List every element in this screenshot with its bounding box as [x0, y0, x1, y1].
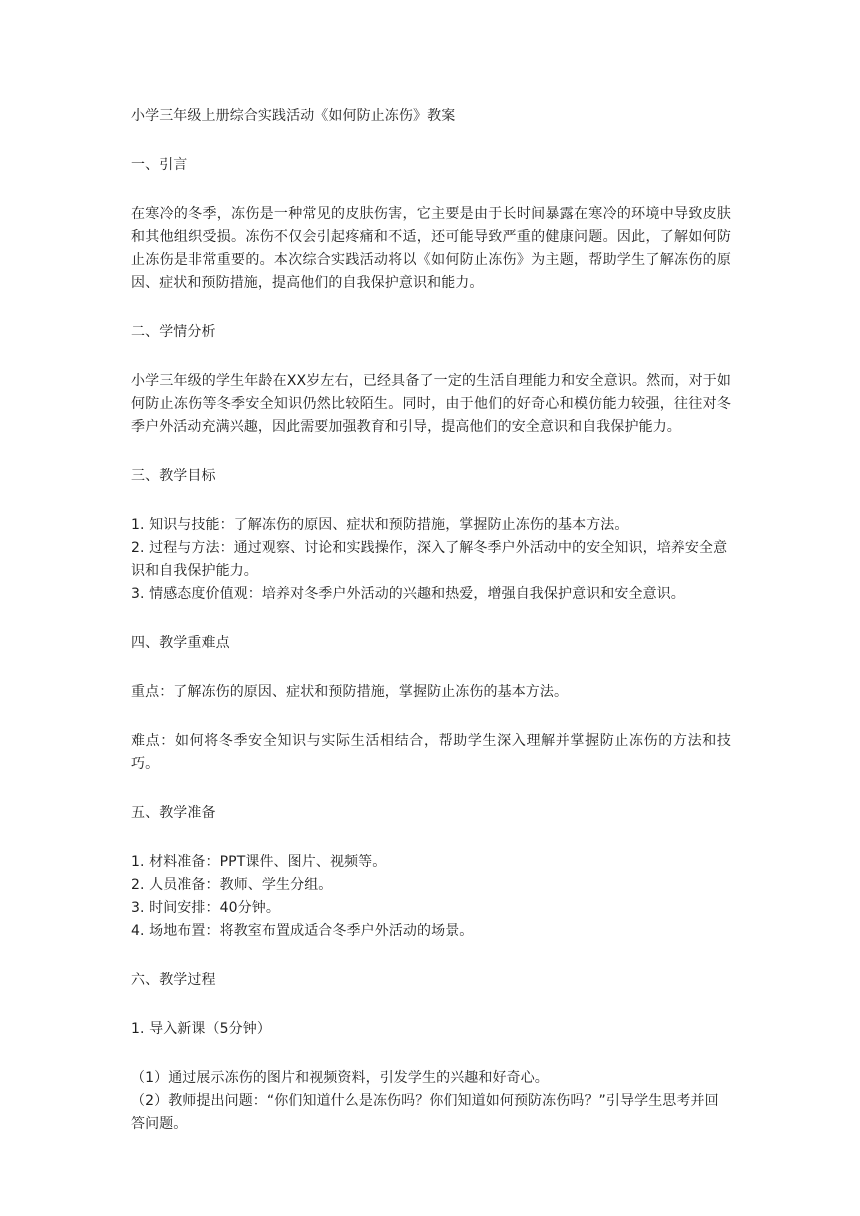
keypoints-focus: 重点：了解冻伤的原因、症状和预防措施，掌握防止冻伤的基本方法。	[131, 684, 569, 700]
process-step-item: （2）教师提出问题：“你们知道什么是冻伤吗？你们知道如何预防冻伤吗？”引导学生思考并回答问题。	[131, 1093, 719, 1132]
preparation-list-item: 3. 时间安排：40分钟。	[131, 900, 280, 916]
document-title: 小学三年级上册综合实践活动《如何防止冻伤》教案	[131, 108, 456, 124]
keypoints-difficulty: 难点：如何将冬季安全知识与实际生活相结合，帮助学生深入理解并掌握防止冻伤的方法和技巧。	[131, 733, 731, 772]
goals-list-item: 1. 知识与技能：了解冻伤的原因、症状和预防措施，掌握防止冻伤的基本方法。	[131, 517, 629, 533]
preparation-list	[131, 851, 731, 943]
preparation-list-item: 4. 场地布置：将教室布置成适合冬季户外活动的场景。	[131, 923, 474, 939]
preparation-list-item: 1. 材料准备：PPT课件、图片、视频等。	[131, 854, 387, 870]
section-heading-keypoints: 四、教学重难点	[131, 635, 230, 651]
section-heading-preparation: 五、教学准备	[131, 805, 216, 821]
section-heading-analysis: 二、学情分析	[131, 324, 216, 340]
goals-list	[131, 514, 731, 606]
document-content	[131, 105, 731, 1162]
section-heading-goals: 三、教学目标	[131, 468, 216, 484]
process-step-list	[131, 1067, 731, 1136]
process-step-item: （1）通过展示冻伤的图片和视频资料，引发学生的兴趣和好奇心。	[131, 1070, 549, 1086]
process-step-title: 1. 导入新课（5分钟）	[131, 1021, 271, 1037]
goals-list-item: 2. 过程与方法：通过观察、讨论和实践操作，深入了解冬季户外活动中的安全知识，培养安全意识和自我保护能力。	[131, 540, 728, 579]
intro-paragraph: 在寒冷的冬季，冻伤是一种常见的皮肤伤害，它主要是由于长时间暴露在寒冷的环境中导致皮肤和其他组织受损。冻伤不仅会引起疼痛和不适，还可能导致严重的健康问题。因此，了解如何防止冻伤是非常重要的。本次综合实践活动将以《如何防止冻伤》为主题，帮助学生了解冻伤的原因、症状和预防措施，提高他们的自我保护意识和能力。	[131, 206, 731, 291]
analysis-paragraph: 小学三年级的学生年龄在XX岁左右，已经具备了一定的生活自理能力和安全意识。然而，对于如何防止冻伤等冬季安全知识仍然比较陌生。同时，由于他们的好奇心和模仿能力较强，往往对冬季户外活动充满兴趣，因此需要加强教育和引导，提高他们的安全意识和自我保护能力。	[131, 373, 731, 435]
section-heading-process: 六、教学过程	[131, 972, 216, 988]
section-heading-intro: 一、引言	[131, 157, 188, 173]
goals-list-item: 3. 情感态度价值观：培养对冬季户外活动的兴趣和热爱，增强自我保护意识和安全意识。	[131, 586, 685, 602]
preparation-list-item: 2. 人员准备：教师、学生分组。	[131, 877, 333, 893]
